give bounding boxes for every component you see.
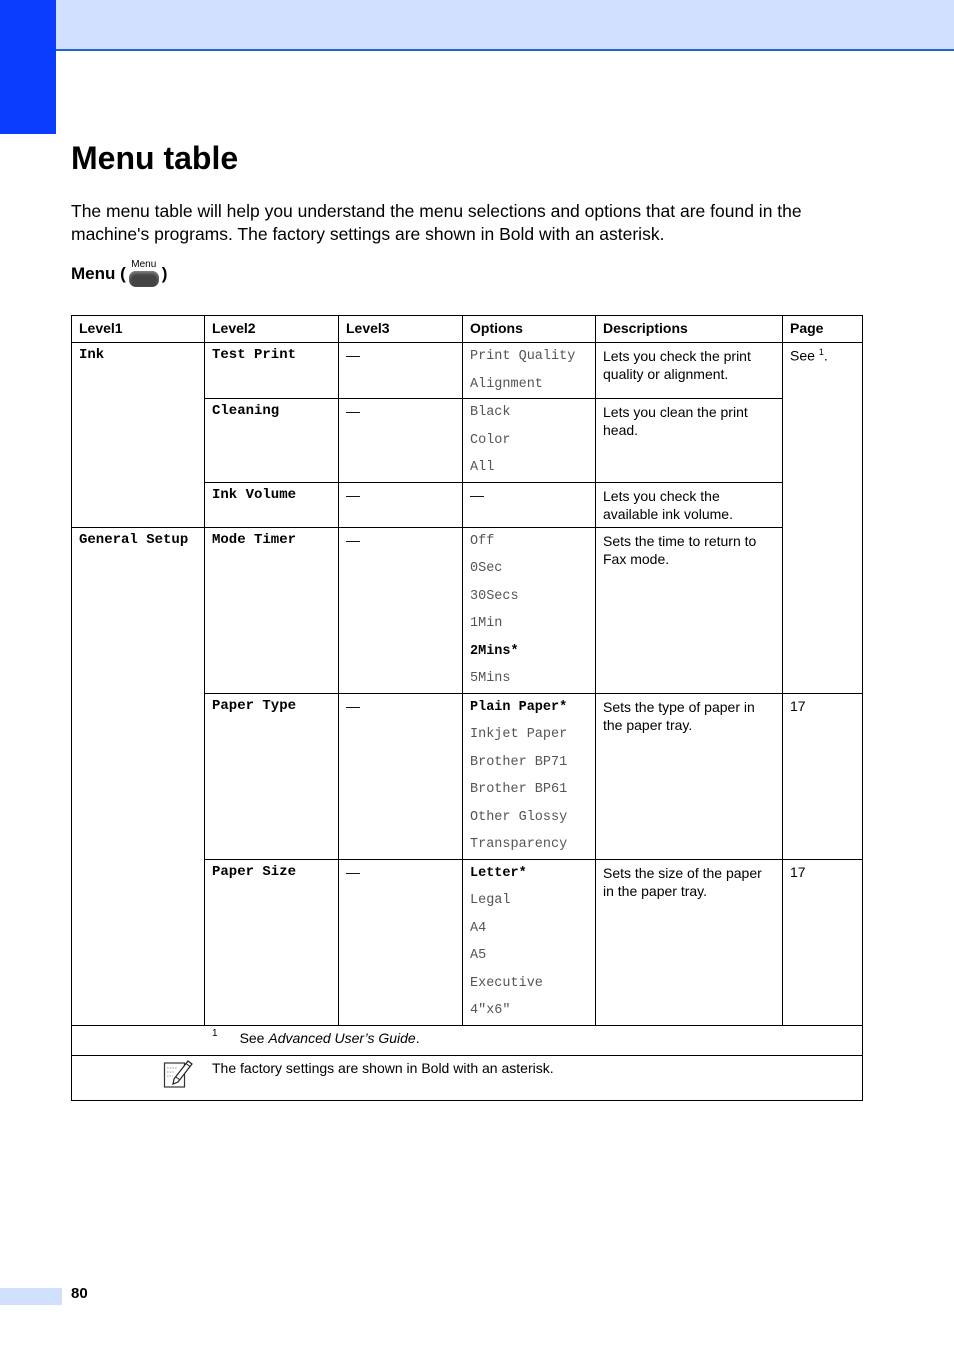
menu-table <box>71 315 863 1101</box>
note-pencil-icon <box>163 1057 193 1089</box>
options-cell <box>463 343 596 399</box>
option-item: 0Sec <box>470 561 503 576</box>
menu-key-label: Menu <box>131 259 157 270</box>
level3-cell: — <box>339 343 463 399</box>
option-item: Transparency <box>470 837 568 852</box>
menu-heading: Menu ( Menu ) <box>71 260 167 288</box>
footnote: $^1$ See Advanced User’s Guide. <box>72 1025 863 1055</box>
header-level1: Level1 <box>72 316 205 343</box>
level3-cell: — <box>339 527 463 693</box>
footnote-row <box>72 1025 863 1055</box>
option-item: A5 <box>470 948 487 963</box>
option-item: Brother BP61 <box>470 782 568 797</box>
level2-ink-volume: Ink Volume <box>205 482 339 527</box>
option-item: Brother BP71 <box>470 754 568 770</box>
footer-bar <box>0 1288 62 1305</box>
footnote-number: 1 <box>212 1027 218 1039</box>
option-item: 30Secs <box>470 588 519 604</box>
page-number: 80 <box>71 1285 88 1302</box>
header-level3: Level3 <box>339 316 463 343</box>
option-item-default: 2Mins* <box>470 643 519 659</box>
page-title: Menu table <box>71 140 239 176</box>
footnote-ref: 1 <box>818 347 824 357</box>
level2-cleaning: Cleaning <box>205 399 339 483</box>
option-item-default: Plain Paper* <box>470 699 568 715</box>
options-cell <box>463 399 596 483</box>
level2-mode-timer: Mode Timer <box>205 527 339 693</box>
level2-paper-type: Paper Type <box>205 693 339 859</box>
level3-cell: — <box>339 859 463 1025</box>
description-cell: Lets you check the print quality or alignment. <box>596 343 783 399</box>
footnote-guide-title: Advanced User’s Guide <box>268 1029 416 1046</box>
option-item: Print Quality <box>470 349 576 364</box>
option-item: 5Mins <box>470 671 511 686</box>
table-row <box>72 527 863 693</box>
level2-test-print: Test Print <box>205 343 339 399</box>
header-level2: Level2 <box>205 316 339 343</box>
options-cell <box>463 693 596 859</box>
option-item-default: Letter* <box>470 865 527 881</box>
option-item: 4"x6" <box>470 1003 511 1018</box>
table-row <box>72 343 863 399</box>
level2-paper-size: Paper Size <box>205 859 339 1025</box>
level3-cell: — <box>339 482 463 527</box>
page-cell-see-footnote: See $^1$. <box>783 343 863 694</box>
level1-ink: Ink <box>72 343 205 528</box>
option-item: A4 <box>470 920 487 936</box>
description-cell: Lets you check the available ink volume. <box>596 482 783 527</box>
options-cell: — <box>463 482 596 527</box>
option-item: Executive <box>470 975 543 991</box>
header-page: Page <box>783 316 863 343</box>
note-text: The factory settings are shown in Bold with an asterisk. <box>72 1055 863 1100</box>
table-header-row <box>72 316 863 343</box>
header-options: Options <box>463 316 596 343</box>
intro-paragraph: The menu table will help you understand the menu selections and options that are found in the machine's programs. The factory settings are shown in Bold with an asterisk. <box>71 201 802 244</box>
option-item: All <box>470 460 495 475</box>
chapter-tab <box>0 0 56 134</box>
page-cell: 17 <box>783 693 863 859</box>
header-descriptions: Descriptions <box>596 316 783 343</box>
option-item: Alignment <box>470 376 543 392</box>
level3-cell: — <box>339 399 463 483</box>
option-item: Black <box>470 405 511 420</box>
options-cell <box>463 527 596 693</box>
level3-cell: — <box>339 693 463 859</box>
menu-heading-label: Menu <box>71 264 116 283</box>
page-cell: 17 <box>783 859 863 1025</box>
menu-key-button-shape <box>129 271 159 287</box>
description-cell: Sets the type of paper in the paper tray. <box>596 693 783 859</box>
option-item: Other Glossy <box>470 809 568 825</box>
option-item: Legal <box>470 893 511 908</box>
option-item: Off <box>470 533 495 549</box>
description-cell: Sets the size of the paper in the paper tray. <box>596 859 783 1025</box>
description-cell: Lets you clean the print head. <box>596 399 783 483</box>
option-item: 1Min <box>470 616 503 631</box>
options-cell <box>463 859 596 1025</box>
menu-key-icon <box>127 260 161 288</box>
option-item: Color <box>470 432 511 448</box>
level1-general-setup: General Setup <box>72 527 205 1025</box>
option-item: Inkjet Paper <box>470 727 568 742</box>
header-band <box>0 0 954 51</box>
description-cell: Sets the time to return to Fax mode. <box>596 527 783 693</box>
